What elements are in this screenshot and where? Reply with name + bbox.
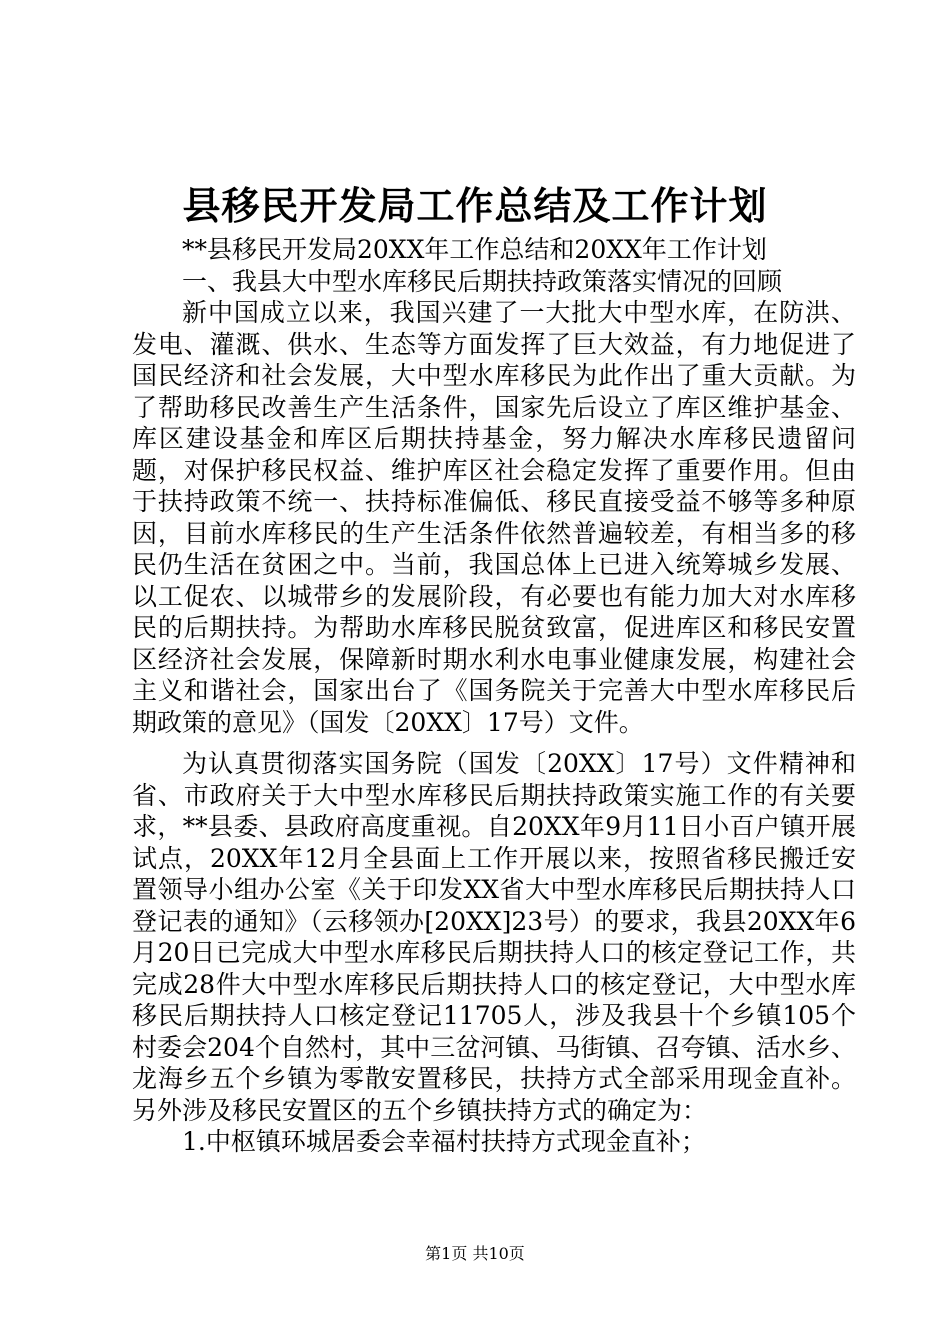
body-paragraph: 新中国成立以来，我国兴建了一大批大中型水库，在防洪、发电、灌溉、供水、生态等方面发挥了巨大效益，有力地促进了国民经济和社会发展，大中型水库移民为此作出了重大贡献。为了帮助移民改善生产生活条件，国家先后设立了库区维护基金、库区建设基金和库区后期扶持基金，努力解决水库移民遗留问题，对保护移民权益、维护库区社会稳定发挥了重要作用。但由于扶持政策不统一、扶持标准偏低、移民直接受益不够等多种原因，目前水库移民的生产生活条件依然普遍较差，有相当多的移民仍生活在贫困之中。当前，我国总体上已进入统筹城乡发展、以工促农、以城带乡的发展阶段，有必要也有能力加大对水库移民的后期扶持。为帮助水库移民脱贫致富，促进库区和移民安置区经济社会发展，保障新时期水利水电事业健康发展，构建社会主义和谐社会，国家出台了《国务院关于完善大中型水库移民后期政策的意见》（国发〔20XX〕17号）文件。 bbox=[132, 298, 856, 737]
page-footer: 第1页 共10页 bbox=[425, 1244, 525, 1263]
document-body bbox=[132, 234, 856, 1158]
section-heading: 一、我县大中型水库移民后期扶持政策落实情况的回顾 bbox=[182, 266, 783, 296]
document-subtitle: **县移民开发局20XX年工作总结和20XX年工作计划 bbox=[182, 235, 767, 264]
list-item: 1.中枢镇环城居委会幸福村扶持方式现金直补； bbox=[182, 1127, 706, 1156]
document-title: 县移民开发局工作总结及工作计划 bbox=[182, 183, 768, 228]
body-paragraph: 为认真贯彻落实国务院（国发〔20XX〕17号）文件精神和省、市政府关于大中型水库移民后期扶持政策实施工作的有关要求，**县委、县政府高度重视。自20XX年9月11日小百户镇开展试点，20XX年12月全县面上工作开展以来，按照省移民搬迁安置领导小组办公室《关于印发XX省大中型水库移民后期扶持人口登记表的通知》（云移领办[20XX]23号）的要求，我县20XX年6月20日已完成大中型水库移民后期扶持人口的核定登记工作，共完成28件大中型水库移民后期扶持人口的核定登记，大中型水库移民后期扶持人口核定登记11705人，涉及我县十个乡镇105个村委会204个自然村，其中三岔河镇、马街镇、召夸镇、活水乡、龙海乡五个乡镇为零散安置移民，扶持方式全部采用现金直补。另外涉及移民安置区的五个乡镇扶持方式的确定为： bbox=[132, 749, 856, 1125]
